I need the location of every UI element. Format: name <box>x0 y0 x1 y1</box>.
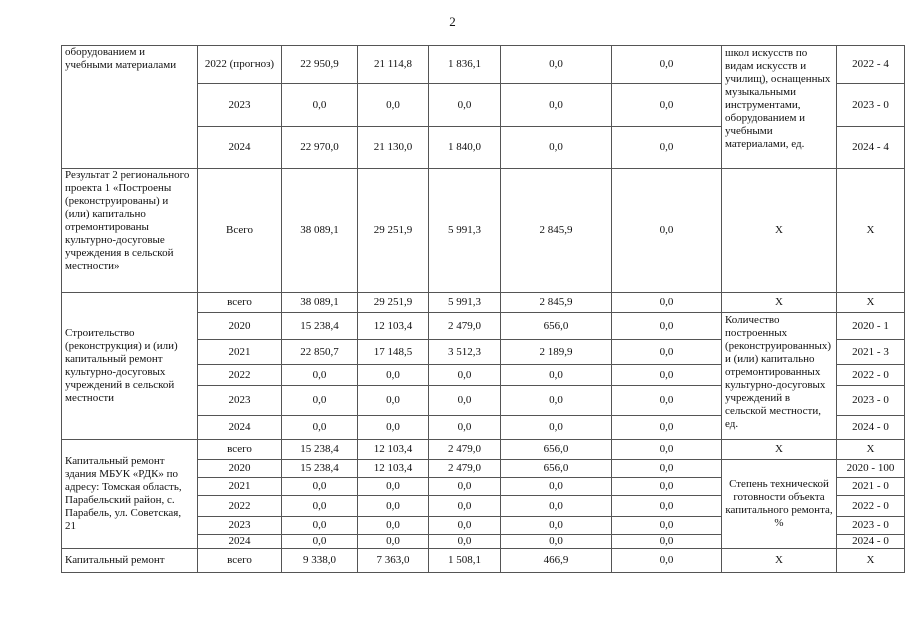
value-cell: 21 130,0 <box>358 127 429 169</box>
value-cell: 0,0 <box>358 496 429 517</box>
target-cell: Х <box>837 549 905 573</box>
value-cell: 15 238,4 <box>282 460 358 478</box>
value-cell: 0,0 <box>429 496 501 517</box>
value-cell: 0,0 <box>501 46 612 84</box>
value-cell: 0,0 <box>501 386 612 416</box>
value-cell: 2 189,9 <box>501 340 612 365</box>
value-cell: 2 479,0 <box>429 440 501 460</box>
value-cell: 7 363,0 <box>358 549 429 573</box>
value-cell: 0,0 <box>612 365 722 386</box>
target-cell: 2021 - 3 <box>837 340 905 365</box>
page-number: 2 <box>449 14 456 29</box>
value-cell: 0,0 <box>429 478 501 496</box>
value-cell: 0,0 <box>612 478 722 496</box>
value-cell: 0,0 <box>358 478 429 496</box>
target-cell: 2023 - 0 <box>837 84 905 127</box>
value-cell: 0,0 <box>612 460 722 478</box>
value-cell: 0,0 <box>501 127 612 169</box>
value-cell: 0,0 <box>612 340 722 365</box>
value-cell: 0,0 <box>501 365 612 386</box>
value-cell: 0,0 <box>358 84 429 127</box>
value-cell: 0,0 <box>429 535 501 549</box>
value-cell: 0,0 <box>612 416 722 440</box>
value-cell: 0,0 <box>612 440 722 460</box>
year-cell: 2023 <box>198 517 282 535</box>
target-cell: Х <box>837 440 905 460</box>
value-cell: 2 845,9 <box>501 293 612 313</box>
value-cell: 0,0 <box>612 84 722 127</box>
value-cell: 29 251,9 <box>358 169 429 293</box>
year-cell: 2022 (прогноз) <box>198 46 282 84</box>
year-cell: 2024 <box>198 416 282 440</box>
value-cell: 9 338,0 <box>282 549 358 573</box>
value-cell: 0,0 <box>429 84 501 127</box>
year-cell: 2021 <box>198 478 282 496</box>
activity-name-cell: Результат 2 регионального проекта 1 «Построены (реконструированы) и (или) капитально отремонтированы культурно-досуговые учреждения в сельской местности» <box>62 169 198 293</box>
table-row <box>62 293 905 313</box>
value-cell: 0,0 <box>501 535 612 549</box>
value-cell: 0,0 <box>282 84 358 127</box>
activity-name-cell: оборудованием и учебными материалами <box>62 46 198 169</box>
indicator-cell: Х <box>722 549 837 573</box>
target-cell: 2024 - 4 <box>837 127 905 169</box>
value-cell: 2 479,0 <box>429 460 501 478</box>
year-cell: 2020 <box>198 460 282 478</box>
value-cell: 21 114,8 <box>358 46 429 84</box>
activity-name-cell: Капитальный ремонт <box>62 549 198 573</box>
indicator-cell: школ искусств по видам искусств и училищ), оснащенных музыкальными инструментами, оборудованием и учебными материалами, ед. <box>722 46 837 169</box>
value-cell: 0,0 <box>612 46 722 84</box>
value-cell: 0,0 <box>612 535 722 549</box>
value-cell: 15 238,4 <box>282 440 358 460</box>
target-cell: Х <box>837 169 905 293</box>
value-cell: 0,0 <box>282 365 358 386</box>
target-cell: 2024 - 0 <box>837 535 905 549</box>
year-cell: 2023 <box>198 386 282 416</box>
target-cell: Х <box>837 293 905 313</box>
value-cell: 38 089,1 <box>282 169 358 293</box>
target-cell: 2021 - 0 <box>837 478 905 496</box>
year-cell: всего <box>198 440 282 460</box>
value-cell: 22 850,7 <box>282 340 358 365</box>
activity-name-cell: Капитальный ремонт здания МБУК «РДК» по адресу: Томская область, Парабельский район, с. Парабель, ул. Советская, 21 <box>62 440 198 549</box>
value-cell: 0,0 <box>282 478 358 496</box>
value-cell: 0,0 <box>501 478 612 496</box>
value-cell: 38 089,1 <box>282 293 358 313</box>
value-cell: 0,0 <box>282 416 358 440</box>
target-cell: 2022 - 0 <box>837 496 905 517</box>
value-cell: 0,0 <box>612 127 722 169</box>
value-cell: 0,0 <box>612 293 722 313</box>
value-cell: 15 238,4 <box>282 313 358 340</box>
value-cell: 0,0 <box>612 549 722 573</box>
value-cell: 22 970,0 <box>282 127 358 169</box>
year-cell: 2022 <box>198 365 282 386</box>
year-cell: Всего <box>198 169 282 293</box>
value-cell: 0,0 <box>282 386 358 416</box>
target-cell: 2023 - 0 <box>837 386 905 416</box>
value-cell: 0,0 <box>612 517 722 535</box>
year-cell: 2023 <box>198 84 282 127</box>
value-cell: 0,0 <box>358 517 429 535</box>
indicator-cell: Количество построенных (реконструированных) и (или) капитально отремонтированных культурно-досуговых учреждений в сельской местности, ед. <box>722 313 837 440</box>
value-cell: 0,0 <box>501 517 612 535</box>
value-cell: 0,0 <box>501 416 612 440</box>
target-cell: 2023 - 0 <box>837 517 905 535</box>
value-cell: 17 148,5 <box>358 340 429 365</box>
value-cell: 12 103,4 <box>358 313 429 340</box>
value-cell: 0,0 <box>501 496 612 517</box>
indicator-cell: Х <box>722 169 837 293</box>
value-cell: 0,0 <box>429 365 501 386</box>
value-cell: 3 512,3 <box>429 340 501 365</box>
table-row <box>62 549 905 573</box>
value-cell: 1 508,1 <box>429 549 501 573</box>
value-cell: 22 950,9 <box>282 46 358 84</box>
value-cell: 0,0 <box>429 517 501 535</box>
year-cell: 2021 <box>198 340 282 365</box>
value-cell: 0,0 <box>282 535 358 549</box>
value-cell: 656,0 <box>501 460 612 478</box>
indicator-cell: Х <box>722 293 837 313</box>
year-cell: 2020 <box>198 313 282 340</box>
year-cell: 2022 <box>198 496 282 517</box>
year-cell: всего <box>198 293 282 313</box>
value-cell: 656,0 <box>501 313 612 340</box>
value-cell: 0,0 <box>612 313 722 340</box>
value-cell: 0,0 <box>612 386 722 416</box>
value-cell: 12 103,4 <box>358 460 429 478</box>
program-table <box>61 45 905 573</box>
value-cell: 466,9 <box>501 549 612 573</box>
target-cell: 2022 - 0 <box>837 365 905 386</box>
value-cell: 656,0 <box>501 440 612 460</box>
table-row <box>62 440 905 460</box>
indicator-cell: Степень технической готовности объекта капитального ремонта, % <box>722 460 837 549</box>
activity-name-cell: Строительство (реконструкция) и (или) капитальный ремонт культурно-досуговых учреждений в сельской местности <box>62 293 198 440</box>
value-cell: 29 251,9 <box>358 293 429 313</box>
value-cell: 0,0 <box>612 496 722 517</box>
table-row <box>62 46 905 84</box>
value-cell: 2 479,0 <box>429 313 501 340</box>
table-row <box>62 169 905 293</box>
value-cell: 12 103,4 <box>358 440 429 460</box>
year-cell: всего <box>198 549 282 573</box>
value-cell: 0,0 <box>429 416 501 440</box>
value-cell: 5 991,3 <box>429 293 501 313</box>
value-cell: 0,0 <box>358 386 429 416</box>
value-cell: 1 840,0 <box>429 127 501 169</box>
target-cell: 2022 - 4 <box>837 46 905 84</box>
value-cell: 5 991,3 <box>429 169 501 293</box>
value-cell: 0,0 <box>282 496 358 517</box>
year-cell: 2024 <box>198 127 282 169</box>
value-cell: 0,0 <box>358 365 429 386</box>
target-cell: 2020 - 1 <box>837 313 905 340</box>
value-cell: 2 845,9 <box>501 169 612 293</box>
value-cell: 1 836,1 <box>429 46 501 84</box>
value-cell: 0,0 <box>358 535 429 549</box>
value-cell: 0,0 <box>612 169 722 293</box>
value-cell: 0,0 <box>358 416 429 440</box>
value-cell: 0,0 <box>501 84 612 127</box>
value-cell: 0,0 <box>282 517 358 535</box>
value-cell: 0,0 <box>429 386 501 416</box>
target-cell: 2020 - 100 <box>837 460 905 478</box>
target-cell: 2024 - 0 <box>837 416 905 440</box>
year-cell: 2024 <box>198 535 282 549</box>
indicator-cell: Х <box>722 440 837 460</box>
